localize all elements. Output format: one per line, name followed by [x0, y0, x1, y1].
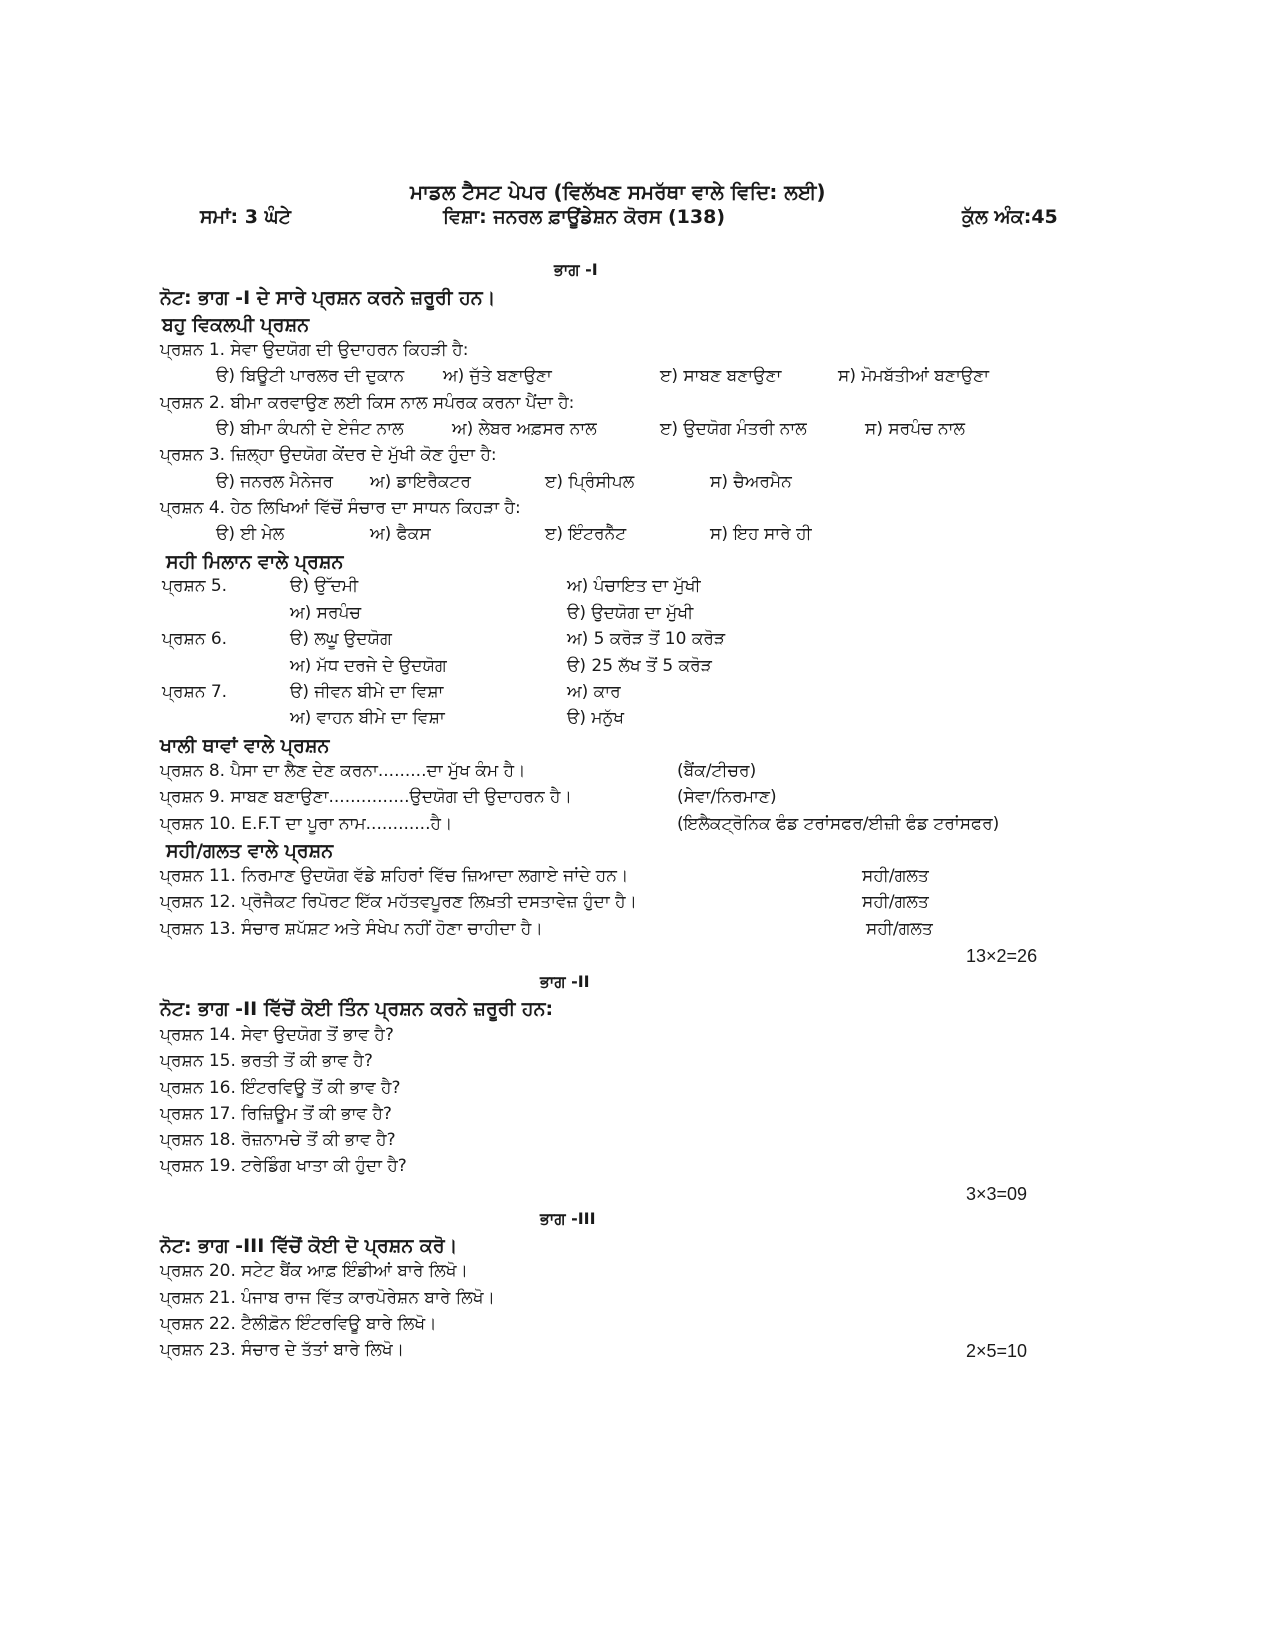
true-false-heading: ਸਹੀ/ਗਲਤ ਵਾਲੇ ਪ੍ਰਸ਼ਨ	[166, 840, 334, 862]
q4-option-d: ਸ) ਇਹ ਸਾਰੇ ਹੀ	[710, 524, 812, 544]
part3-heading: ਭਾਗ -III	[540, 1209, 596, 1228]
q5-left-a: ੳ) ਉੱਦਮੀ	[290, 576, 359, 596]
q3-option-a: ੳ) ਜਨਰਲ ਮੈਨੇਜਰ	[216, 472, 333, 492]
q1-option-b: ਅ) ਜੁੱਤੇ ਬਣਾਉਣਾ	[443, 366, 552, 386]
question-12: ਪ੍ਰਸ਼ਨ 12. ਪ੍ਰੋਜੈਕਟ ਰਿਪੋਰਟ ਇੱਕ ਮਹੱਤਵਪੂਰਣ ਲਿਖ਼ਤੀ ਦਸਤਾਵੇਜ਼ ਹੁੰਦਾ ਹੈ।	[160, 892, 637, 912]
total-marks: ਕੁੱਲ ਅੰਕ:45	[962, 206, 1058, 228]
q1-option-c: ੲ) ਸਾਬਣ ਬਣਾਉਣਾ	[660, 366, 782, 386]
question-22: ਪ੍ਰਸ਼ਨ 22. ਟੈਲੀਫ਼ੋਨ ਇੰਟਰਵਿਊ ਬਾਰੇ ਲਿਖੋ।	[160, 1314, 437, 1334]
q12-option: ਸਹੀ/ਗਲਤ	[862, 892, 929, 912]
question-13: ਪ੍ਰਸ਼ਨ 13. ਸੰਚਾਰ ਸ਼ਪੱਸ਼ਟ ਅਤੇ ਸੰਖੇਪ ਨਹੀਂ ਹੋਣਾ ਚਾਹੀਦਾ ਹੈ।	[160, 919, 543, 939]
part3-marks: 2×5=10	[966, 1341, 1028, 1361]
question-14: ਪ੍ਰਸ਼ਨ 14. ਸੇਵਾ ਉਦਯੋਗ ਤੋਂ ਭਾਵ ਹੈ?	[160, 1025, 394, 1045]
q5-right-b: ੳ) ਉਦਯੋਗ ਦਾ ਮੁੱਖੀ	[567, 603, 694, 623]
q4-option-c: ੲ) ਇੰਟਰਨੈੱਟ	[545, 524, 627, 544]
q3-option-d: ਸ) ਚੈਅਰਮੈਨ	[710, 472, 792, 492]
part1-note: ਨੋਟ: ਭਾਗ -I ਦੇ ਸਾਰੇ ਪ੍ਰਸ਼ਨ ਕਰਨੇ ਜ਼ਰੂਰੀ ਹਨ।	[160, 287, 496, 309]
q7-left-a: ੳ) ਜੀਵਨ ਬੀਮੇ ਦਾ ਵਿਸ਼ਾ	[290, 682, 444, 702]
question-1: ਪ੍ਰਸ਼ਨ 1. ਸੇਵਾ ਉਦਯੋਗ ਦੀ ਉਦਾਹਰਨ ਕਿਹੜੀ ਹੈ:	[160, 340, 469, 360]
subject: ਵਿਸ਼ਾ: ਜਨਰਲ ਫ਼ਾਊਂਡੇਸ਼ਨ ਕੋਰਸ (138)	[443, 206, 725, 228]
q2-option-a: ੳ) ਬੀਮਾ ਕੰਪਨੀ ਦੇ ਏਜੰਟ ਨਾਲ	[216, 419, 404, 439]
question-20: ਪ੍ਰਸ਼ਨ 20. ਸਟੇਟ ਬੈਂਕ ਆਫ਼ ਇੰਡੀਆਂ ਬਾਰੇ ਲਿਖੋ।	[160, 1261, 468, 1281]
q1-option-d: ਸ) ਮੋਮਬੱਤੀਆਂ ਬਣਾਉਣਾ	[838, 366, 990, 386]
q2-option-b: ਅ) ਲੇਬਰ ਅਫ਼ਸਰ ਨਾਲ	[452, 419, 597, 439]
match-heading: ਸਹੀ ਮਿਲਾਨ ਵਾਲੇ ਪ੍ਰਸ਼ਨ	[166, 551, 344, 573]
q3-option-c: ੲ) ਪ੍ਰਿੰਸੀਪਲ	[545, 472, 635, 492]
question-19: ਪ੍ਰਸ਼ਨ 19. ਟਰੇਡਿੰਗ ਖਾਤਾ ਕੀ ਹੁੰਦਾ ਹੈ?	[160, 1156, 407, 1176]
question-16: ਪ੍ਰਸ਼ਨ 16. ਇੰਟਰਵਿਊ ਤੋਂ ਕੀ ਭਾਵ ਹੈ?	[160, 1078, 401, 1098]
q7-right-b: ੳ) ਮਨੁੱਖ	[567, 708, 624, 728]
question-15: ਪ੍ਰਸ਼ਨ 15. ਭਰਤੀ ਤੋਂ ਕੀ ਭਾਵ ਹੈ?	[160, 1051, 373, 1071]
q4-option-b: ਅ) ਫੈਕਸ	[370, 524, 431, 544]
question-18: ਪ੍ਰਸ਼ਨ 18. ਰੋਜ਼ਨਾਮਚੇ ਤੋਂ ਕੀ ਭਾਵ ਹੈ?	[160, 1130, 396, 1150]
q13-option: ਸਹੀ/ਗਲਤ	[866, 919, 933, 939]
q5-left-b: ਅ) ਸਰਪੰਚ	[290, 603, 361, 623]
question-10: ਪ੍ਰਸ਼ਨ 10. E.F.T ਦਾ ਪੂਰਾ ਨਾਮ............ਹੈ।	[160, 814, 453, 834]
q7-right-a: ਅ) ਕਾਰ	[567, 682, 621, 702]
question-17: ਪ੍ਰਸ਼ਨ 17. ਰਿਜ਼ਿਊਮ ਤੋਂ ਕੀ ਭਾਵ ਹੈ?	[160, 1104, 392, 1124]
question-9: ਪ੍ਰਸ਼ਨ 9. ਸਾਬਣ ਬਣਾਉਣਾ...............ਉਦਯੋਗ ਦੀ ਉਦਾਹਰਨ ਹੈ।	[160, 787, 572, 807]
question-2: ਪ੍ਰਸ਼ਨ 2. ਬੀਮਾ ਕਰਵਾਉਣ ਲਈ ਕਿਸ ਨਾਲ ਸਪੰਰਕ ਕਰਨਾ ਪੈਂਦਾ ਹੈ:	[160, 393, 575, 413]
q1-option-a: ੳ) ਬਿਊਟੀ ਪਾਰਲਰ ਦੀ ਦੁਕਾਨ	[216, 366, 405, 386]
q6-right-a: ਅ) 5 ਕਰੋੜ ਤੋਂ 10 ਕਰੋੜ	[567, 629, 726, 649]
question-5-label: ਪ੍ਰਸ਼ਨ 5.	[162, 576, 228, 596]
mcq-heading: ਬਹੁ ਵਿਕਲਪੀ ਪ੍ਰਸ਼ਨ	[162, 314, 310, 336]
question-11: ਪ੍ਰਸ਼ਨ 11. ਨਿਰਮਾਣ ਉਦਯੋਗ ਵੱਡੇ ਸ਼ਹਿਰਾਂ ਵਿੱਚ ਜ਼ਿਆਦਾ ਲਗਾਏ ਜਾਂਦੇ ਹਨ।	[160, 866, 629, 886]
question-8: ਪ੍ਰਸ਼ਨ 8. ਪੈਸਾ ਦਾ ਲੈਣ ਦੇਣ ਕਰਨਾ.........ਦਾ ਮੁੱਖ ਕੰਮ ਹੈ।	[160, 761, 526, 781]
part2-heading: ਭਾਗ -II	[540, 972, 590, 991]
part2-marks: 3×3=09	[966, 1184, 1028, 1204]
q4-option-a: ੳ) ਈ ਮੇਲ	[216, 524, 285, 544]
question-23: ਪ੍ਰਸ਼ਨ 23. ਸੰਚਾਰ ਦੇ ਤੱਤਾਂ ਬਾਰੇ ਲਿਖੋ।	[160, 1340, 405, 1360]
q9-hint: (ਸੇਵਾ/ਨਿਰਮਾਣ)	[677, 787, 777, 807]
part2-note: ਨੋਟ: ਭਾਗ -II ਵਿੱਚੋਂ ਕੋਈ ਤਿੰਨ ਪ੍ਰਸ਼ਨ ਕਰਨੇ ਜ਼ਰੂਰੀ ਹਨ:	[160, 998, 554, 1020]
part3-note: ਨੋਟ: ਭਾਗ -III ਵਿੱਚੋਂ ਕੋਈ ਦੋ ਪ੍ਰਸ਼ਨ ਕਰੋ।	[160, 1235, 458, 1257]
q5-right-a: ਅ) ਪੰਚਾਇਤ ਦਾ ਮੁੱਖੀ	[567, 576, 701, 596]
q10-hint: (ਇਲੈਕਟ੍ਰੋਨਿਕ ਫੰਡ ਟਰਾਂਸਫਰ/ਈਜ਼ੀ ਫੰਡ ਟਰਾਂਸਫਰ)	[677, 814, 1000, 834]
q6-right-b: ੳ) 25 ਲੱਖ ਤੋਂ 5 ਕਰੋੜ	[567, 656, 712, 676]
fill-blanks-heading: ਖਾਲੀ ਥਾਵਾਂ ਵਾਲੇ ਪ੍ਰਸ਼ਨ	[160, 735, 330, 757]
question-7-label: ਪ੍ਰਸ਼ਨ 7.	[162, 682, 228, 702]
part1-marks: 13×2=26	[966, 946, 1038, 966]
q11-option: ਸਹੀ/ਗਲਤ	[862, 866, 929, 886]
question-3: ਪ੍ਰਸ਼ਨ 3. ਜ਼ਿਲ੍ਹਾ ਉਦਯੋਗ ਕੇਂਦਰ ਦੇ ਮੁੱਖੀ ਕੋਣ ਹੁੰਦਾ ਹੈ:	[160, 445, 497, 465]
q6-left-a: ੳ) ਲਘੂ ਉਦਯੋਗ	[290, 629, 392, 649]
question-21: ਪ੍ਰਸ਼ਨ 21. ਪੰਜਾਬ ਰਾਜ ਵਿੱਤ ਕਾਰਪੋਰੇਸ਼ਨ ਬਾਰੇ ਲਿਖੋ।	[160, 1288, 496, 1308]
question-4: ਪ੍ਰਸ਼ਨ 4. ਹੇਠ ਲਿਖਿਆਂ ਵਿੱਚੋਂ ਸੰਚਾਰ ਦਾ ਸਾਧਨ ਕਿਹੜਾ ਹੈ:	[160, 498, 521, 518]
time-allowed: ਸਮਾਂ: 3 ਘੰਟੇ	[200, 206, 291, 228]
q6-left-b: ਅ) ਮੱਧ ਦਰਜੇ ਦੇ ਉਦਯੋਗ	[290, 656, 447, 676]
paper-title: ਮਾਡਲ ਟੈਸਟ ਪੇਪਰ (ਵਿਲੱਖਣ ਸਮਰੱਥਾ ਵਾਲੇ ਵਿਦਿ: ਲਈ)	[410, 180, 826, 204]
q3-option-b: ਅ) ਡਾਇਰੈਕਟਰ	[370, 472, 471, 492]
q2-option-d: ਸ) ਸਰਪੰਚ ਨਾਲ	[865, 419, 966, 439]
question-6-label: ਪ੍ਰਸ਼ਨ 6.	[162, 629, 228, 649]
q8-hint: (ਬੈਂਕ/ਟੀਚਰ)	[677, 761, 757, 781]
q7-left-b: ਅ) ਵਾਹਨ ਬੀਮੇ ਦਾ ਵਿਸ਼ਾ	[290, 708, 445, 728]
q2-option-c: ੲ) ਉਦਯੋਗ ਮੰਤਰੀ ਨਾਲ	[660, 419, 807, 439]
part1-heading: ਭਾਗ -I	[554, 260, 598, 279]
